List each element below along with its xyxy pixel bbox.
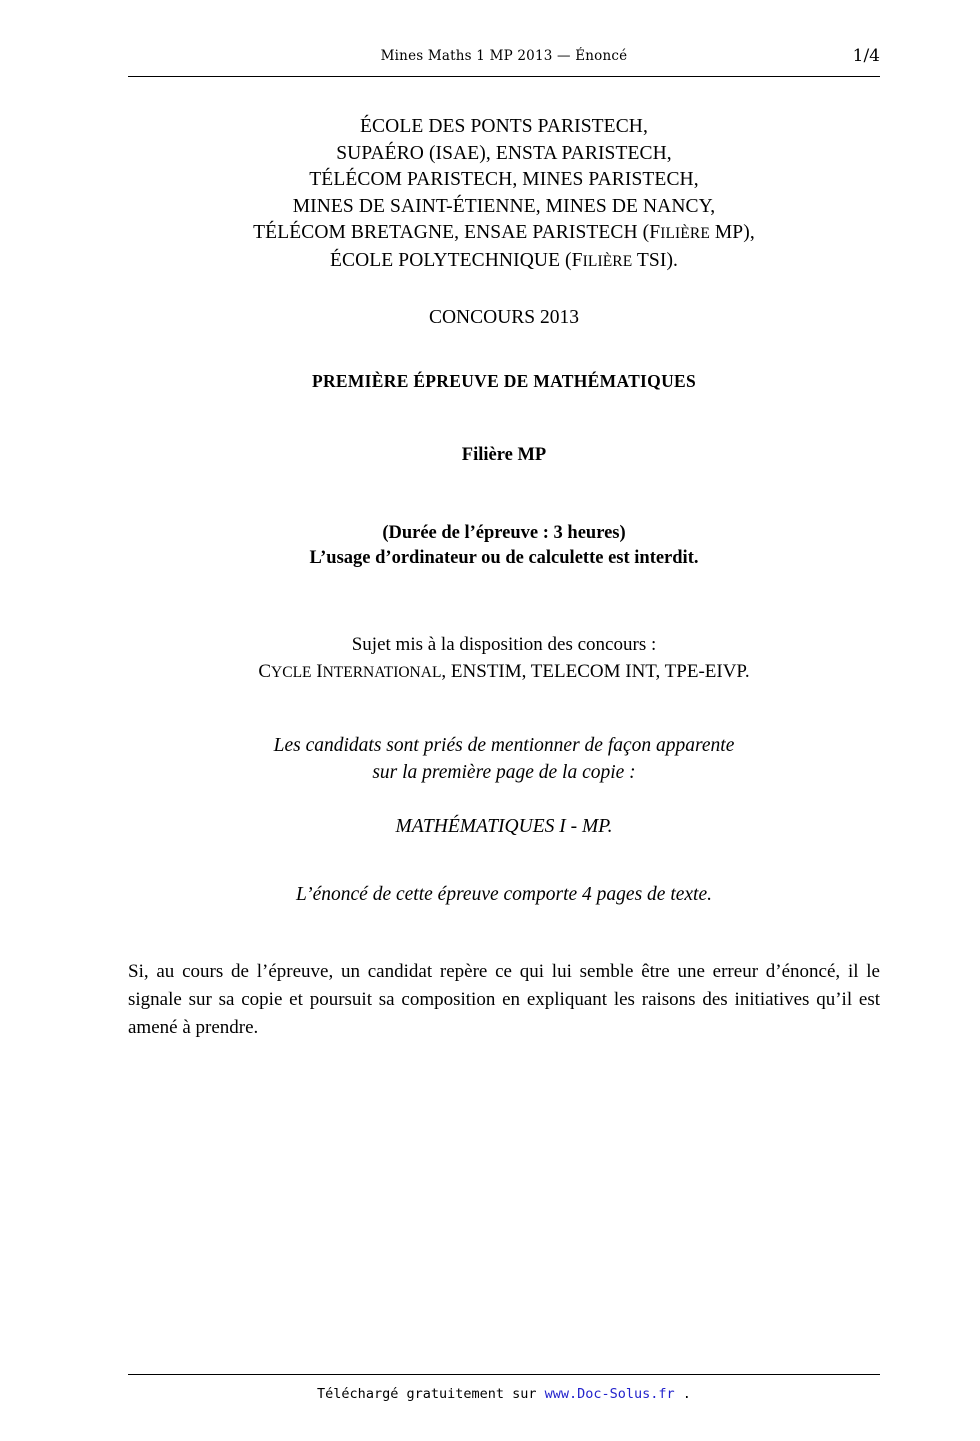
schools-list	[128, 114, 880, 275]
school-line-5-run-1: ILIÈRE	[582, 252, 633, 270]
header-page-number: 1/4	[852, 46, 880, 66]
shared-subject-intro: Sujet mis à la disposition des concours :	[351, 634, 657, 655]
shared-subject-run-0: C	[258, 661, 272, 682]
duration-line: (Durée de l’épreuve : 3 heures)	[382, 523, 626, 543]
footer-link[interactable]: www.Doc-Solus.fr	[544, 1386, 675, 1402]
shared-subject-list	[128, 658, 880, 686]
school-line-1	[128, 141, 880, 168]
mention-block	[128, 732, 880, 786]
footer-prefix: Téléchargé gratuitement sur	[317, 1386, 545, 1402]
school-line-4-run-2: MP),	[709, 222, 755, 243]
school-line-1-run-0: SUPAÉRO (ISAE), ENSTA PARISTECH,	[336, 142, 672, 164]
duration-block	[128, 521, 880, 571]
school-line-4-run-0: TÉLÉCOM BRETAGNE, ENSAE PARISTECH (F	[253, 222, 661, 243]
mention-line-2: sur la première page de la copie :	[372, 762, 636, 783]
school-line-5-run-2: TSI).	[632, 249, 679, 271]
shared-subject-block	[128, 631, 880, 686]
page-count-line: L’énoncé de cette épreuve comporte 4 pages de texte.	[296, 884, 712, 905]
shared-subject-run-2: I	[311, 661, 323, 682]
calculator-rule-line: L’usage d’ordinateur ou de calculette est interdit.	[309, 548, 699, 568]
subject-code-line: MATHÉMATIQUES I - MP.	[395, 816, 613, 837]
mention-line-1: Les candidats sont priés de mentionner de façon apparente	[273, 735, 735, 756]
school-line-0	[128, 114, 880, 141]
school-line-3-run-0: MINES DE SAINT-ÉTIENNE, MINES DE NANCY,	[292, 195, 716, 217]
school-line-4-run-1: ILIÈRE	[660, 225, 710, 242]
concours-year: CONCOURS 2013	[428, 307, 580, 328]
header-divider	[128, 76, 880, 77]
exam-title: PREMIÈRE ÉPREUVE DE MATHÉMATIQUES	[311, 371, 697, 391]
school-line-5-run-0: ÉCOLE POLYTECHNIQUE (F	[329, 249, 583, 271]
page-footer	[128, 1386, 880, 1402]
school-line-3	[128, 194, 880, 221]
school-line-2-run-0: TÉLÉCOM PARISTECH, MINES PARISTECH,	[309, 169, 699, 190]
page-header	[128, 48, 880, 64]
school-line-5	[128, 248, 880, 276]
error-notice-paragraph: Si, au cours de l’épreuve, un candidat repère ce qui lui semble être une erreur d’énoncé, il le signale sur sa copie et poursuit sa composition en expliquant les raisons des initiatives qu’il est amené à prendre.	[128, 961, 880, 1038]
shared-subject-run-3: NTERNATIONAL	[322, 664, 442, 681]
shared-subject-run-4: , ENSTIM, TELECOM INT, TPE-EIVP.	[441, 661, 750, 682]
filiere-label: Filière MP	[461, 445, 547, 465]
footer-divider	[128, 1374, 880, 1375]
school-line-0-run-0: ÉCOLE DES PONTS PARISTECH,	[360, 116, 648, 137]
school-line-2	[128, 167, 880, 194]
shared-subject-run-1: YCLE	[271, 664, 312, 681]
footer-suffix: .	[674, 1386, 691, 1402]
school-line-4	[128, 220, 880, 248]
header-title: Mines Maths 1 MP 2013 — Énoncé	[380, 48, 628, 64]
document-body	[128, 100, 880, 1042]
